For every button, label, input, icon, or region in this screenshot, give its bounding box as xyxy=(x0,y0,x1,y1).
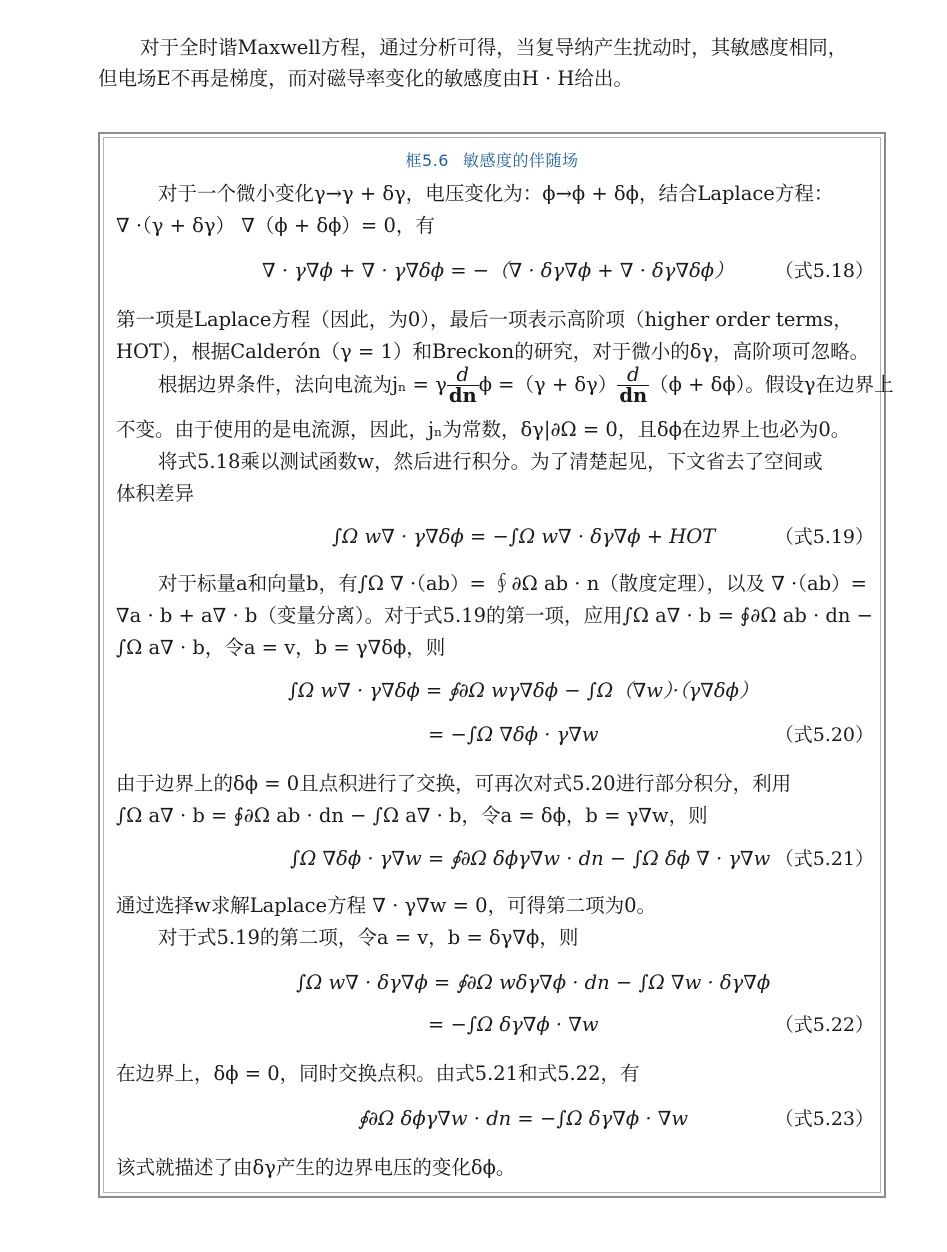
box-number: 框5.6 xyxy=(405,151,449,170)
paragraph-8-line-1: 在边界上，δϕ = 0，同时交换点积。由式5.21和式5.22，有 xyxy=(116,1062,640,1085)
equation-5-18-number: （式5.18） xyxy=(774,260,874,282)
intro-line-1: 对于全时谐Maxwell方程，通过分析可得，当复导纳产生扰动时，其敏感度相同， xyxy=(140,36,848,59)
paragraph-4-line-2: 体积差异 xyxy=(116,482,195,505)
paragraph-4-line-1: 将式5.18乘以测试函数w，然后进行积分。为了清楚起见，下文省去了空间或 xyxy=(158,450,823,473)
paragraph-6-line-2: ∫Ω a∇ · b = ∮∂Ω ab · dn − ∫Ω a∇ · b，令a = δϕ，b = γ∇w，则 xyxy=(116,804,708,827)
equation-5-22-line-1: ∫Ω w∇ · δγ∇ϕ = ∮∂Ω wδγ∇ϕ · dn − ∫Ω ∇w · δγ∇ϕ xyxy=(296,971,771,994)
equation-5-19: ∫Ω w∇ · γ∇δϕ = −∫Ω w∇ · δγ∇ϕ + HOT xyxy=(332,525,716,548)
paragraph-7-line-2: 对于式5.19的第二项，令a = v，b = δγ∇ϕ，则 xyxy=(158,926,579,949)
paragraph-3-part-b: ϕ =（γ + δγ） xyxy=(478,373,618,396)
derivative-fraction-2 xyxy=(617,365,649,406)
equation-5-23-number: （式5.23） xyxy=(774,1108,874,1130)
paragraph-5-line-2: ∇a · b + a∇ · b（变量分离）。对于式5.19的第一项，应用∫Ω a∇ · b = ∮∂Ω ab · dn − xyxy=(116,604,874,627)
paragraph-6-line-1: 由于边界上的δϕ = 0且点积进行了交换，可再次对式5.20进行部分积分，利用 xyxy=(116,772,792,795)
paragraph-9-line-1: 该式就描述了由δγ产生的边界电压的变化δϕ。 xyxy=(116,1156,516,1179)
paragraph-3-line-2: 不变。由于使用的是电流源，因此，jₙ为常数，δγ|∂Ω = 0，且δϕ在边界上也必为0。 xyxy=(116,418,851,441)
equation-5-21-number: （式5.21） xyxy=(774,848,874,870)
fraction-denominator: dn xyxy=(448,384,477,407)
paragraph-1-line-1: 对于一个微小变化γ→γ + δγ，电压变化为：ϕ→ϕ + δϕ，结合Laplace方程： xyxy=(158,182,834,205)
paragraph-3-part-c: （ϕ + δϕ）。假设γ在边界上 xyxy=(649,373,894,396)
intro-paragraph xyxy=(98,32,898,94)
fraction-numerator: d xyxy=(447,365,479,386)
equation-5-23: ∮∂Ω δϕγ∇w · dn = −∫Ω δγ∇ϕ · ∇w xyxy=(358,1107,689,1130)
paragraph-7-line-1: 通过选择w求解Laplace方程 ∇ · γ∇w = 0，可得第二项为0。 xyxy=(116,894,656,917)
paragraph-2-line-2: HOT），根据Calderón（γ = 1）和Breckon的研究，对于微小的δγ，高阶项可忽略。 xyxy=(116,340,870,363)
box-title: 敏感度的伴随场 xyxy=(462,151,579,170)
equation-5-21: ∫Ω ∇δϕ · γ∇w = ∮∂Ω δϕγ∇w · dn − ∫Ω δϕ ∇ · γ∇w xyxy=(290,847,771,870)
paragraph-1-line-2: ∇ ·（γ + δγ） ∇（ϕ + δϕ）= 0，有 xyxy=(116,214,435,237)
paragraph-5-line-1: 对于标量a和向量b，有∫Ω ∇ ·（ab）= ∮∂Ω ab · n（散度定理），以及 ∇ ·（ab）= xyxy=(158,572,867,595)
fraction-denominator: dn xyxy=(619,384,648,407)
paragraph-2-line-1: 第一项是Laplace方程（因此，为0），最后一项表示高阶项（higher order terms， xyxy=(116,308,853,331)
paragraph-3-part-a: 根据边界条件，法向电流为jₙ = γ xyxy=(158,373,447,396)
paragraph-3-line-1 xyxy=(158,362,894,408)
equation-5-22-line-2: = −∫Ω δγ∇ϕ · ∇w xyxy=(428,1013,599,1036)
paragraph-5-line-3: ∫Ω a∇ · b，令a = v，b = γ∇δϕ，则 xyxy=(116,636,446,659)
equation-5-18: ∇ · γ∇ϕ + ∇ · γ∇δϕ = −（∇ · δγ∇ϕ + ∇ · δγ∇δϕ） xyxy=(262,259,734,282)
box-heading xyxy=(100,148,884,171)
sidebar-box xyxy=(98,132,894,1198)
equation-5-20-line-1: ∫Ω w∇ · γ∇δϕ = ∮∂Ω wγ∇δϕ − ∫Ω（∇w）·（γ∇δϕ） xyxy=(288,679,759,702)
equation-5-20-number: （式5.20） xyxy=(774,724,874,746)
equation-5-22-number: （式5.22） xyxy=(774,1014,874,1036)
equation-5-20-line-2: = −∫Ω ∇δϕ · γ∇w xyxy=(428,723,599,746)
derivative-fraction-1 xyxy=(447,365,479,406)
fraction-numerator: d xyxy=(617,365,649,386)
equation-5-19-number: （式5.19） xyxy=(774,526,874,548)
intro-line-2: 但电场E不再是梯度，而对磁导率变化的敏感度由H · H给出。 xyxy=(98,67,633,90)
